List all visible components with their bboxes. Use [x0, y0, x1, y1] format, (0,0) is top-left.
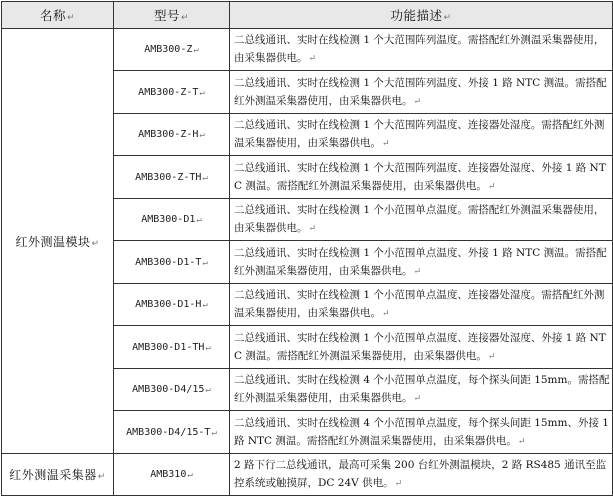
desc-cell: 二总线通讯、实时在线检测 1 个大范围阵列温度。需搭配红外测温采集器使用，由采集器供电。↵	[230, 29, 613, 71]
desc-cell: 二总线通讯、实时在线检测 1 个小范围单点温度、外接 1 路 NTC 测温。需搭配红外测温采集器使用，由采集器供电。↵	[230, 241, 613, 284]
product-spec-table	[1, 1, 613, 496]
model-cell: AMB310↵	[114, 454, 230, 496]
table-row	[2, 454, 613, 496]
model-cell: AMB300-Z-H↵	[114, 114, 230, 156]
header-cell-desc: 功能描述↵	[230, 2, 613, 29]
header-cell-model: 型号↵	[114, 2, 230, 29]
table-row	[2, 29, 613, 71]
model-cell: AMB300-D1-H↵	[114, 284, 230, 326]
model-cell: AMB300-D4/15-T↵	[114, 411, 230, 454]
model-cell: AMB300-D1↵	[114, 199, 230, 241]
model-cell: AMB300-D1-T↵	[114, 241, 230, 284]
desc-cell: 二总线通讯、实时在线检测 1 个大范围阵列温度、连接器处湿度。需搭配红外测温采集器使用，由采集器供电。↵	[230, 114, 613, 156]
desc-cell: 2 路下行二总线通讯，最高可采集 200 台红外测温模块，2 路 RS485 通讯至监控系统或触摸屏，DC 24V 供电。↵	[230, 454, 613, 496]
model-cell: AMB300-D4/15↵	[114, 369, 230, 411]
desc-cell: 二总线通讯、实时在线检测 1 个大范围阵列温度、连接器处湿度、外接 1 路 NTC 测温。需搭配红外测温采集器使用，由采集器供电。↵	[230, 156, 613, 199]
desc-cell: 二总线通讯、实时在线检测 1 个大范围阵列温度、外接 1 路 NTC 测温。需搭配红外测温采集器使用，由采集器供电。↵	[230, 71, 613, 114]
group-cell-ir-module: 红外测温模块↵	[2, 29, 114, 454]
desc-cell: 二总线通讯、实时在线检测 4 个小范围单点温度，每个探头间距 15mm、外接 1 路 NTC 测温。需搭配红外测温采集器使用，由采集器供电。↵	[230, 411, 613, 454]
model-cell: AMB300-Z-T↵	[114, 71, 230, 114]
desc-cell: 二总线通讯、实时在线检测 1 个小范围单点温度。需搭配红外测温采集器使用，由采集器供电。↵	[230, 199, 613, 241]
header-row	[2, 2, 613, 29]
header-cell-name: 名称↵	[2, 2, 114, 29]
desc-cell: 二总线通讯、实时在线检测 4 个小范围单点温度，每个探头间距 15mm。需搭配红外测温采集器使用，由采集器供电。↵	[230, 369, 613, 411]
model-cell: AMB300-Z-TH↵	[114, 156, 230, 199]
desc-cell: 二总线通讯、实时在线检测 1 个小范围单点温度、连接器处湿度、外接 1 路 NTC 测温。需搭配红外测温采集器使用，由采集器供电。↵	[230, 326, 613, 369]
desc-cell: 二总线通讯、实时在线检测 1 个小范围单点温度、连接器处湿度。需搭配红外测温采集器使用，由采集器供电。↵	[230, 284, 613, 326]
model-cell: AMB300-Z↵	[114, 29, 230, 71]
group-cell-ir-collector: 红外测温采集器↵	[2, 454, 114, 496]
model-cell: AMB300-D1-TH↵	[114, 326, 230, 369]
